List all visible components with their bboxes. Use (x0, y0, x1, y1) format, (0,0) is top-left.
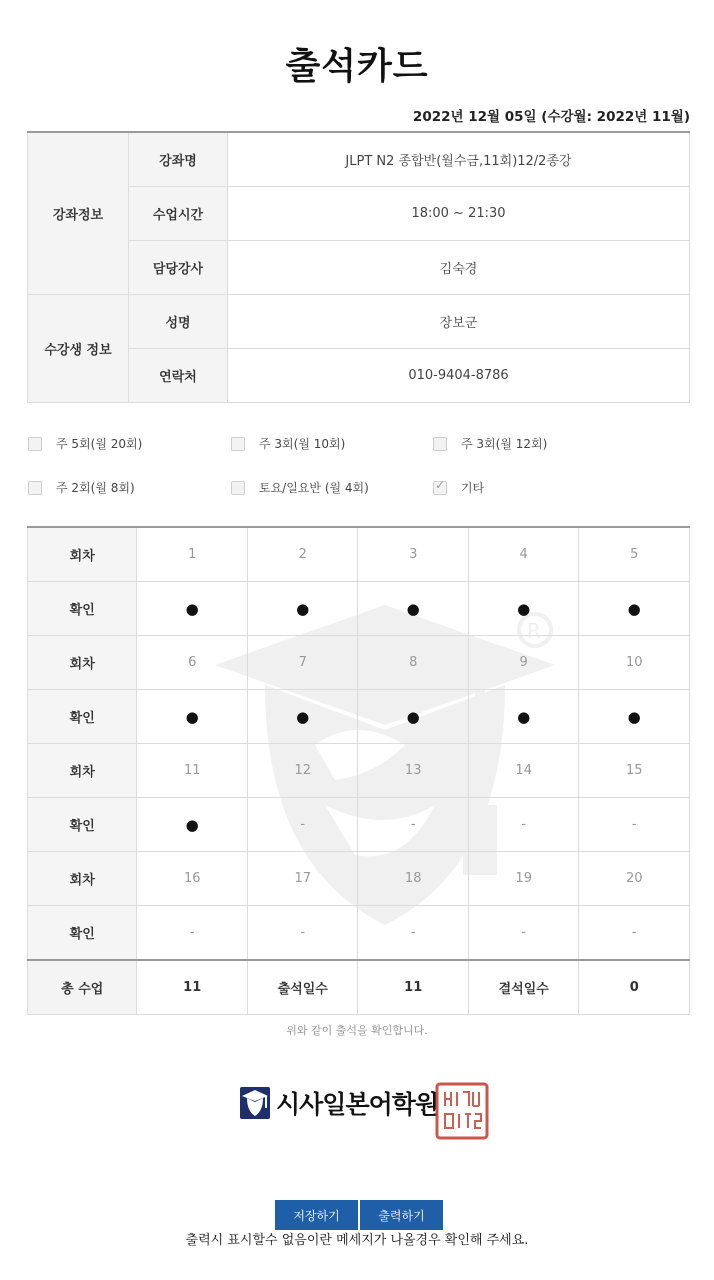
checkbox[interactable] (231, 481, 245, 495)
option-label: 기타 (461, 481, 485, 495)
check-header: 확인 (28, 906, 137, 961)
session-header: 회차 (28, 636, 137, 690)
session-number: 9 (468, 636, 578, 690)
check-mark: - (247, 798, 357, 852)
totals-row (28, 960, 690, 1015)
session-row (28, 744, 690, 798)
option-5x-week[interactable] (28, 435, 142, 452)
total-classes-label: 총 수업 (28, 960, 137, 1015)
instructor-value: 김숙경 (228, 241, 690, 295)
check-header: 확인 (28, 690, 137, 744)
course-name-value: JLPT N2 종합반(월수금,11회)12/2종강 (228, 132, 690, 187)
check-mark: - (579, 906, 690, 961)
check-mark: - (247, 906, 357, 961)
check-row (28, 798, 690, 852)
option-label: 주 2회(월 8회) (56, 481, 135, 495)
session-number: 16 (137, 852, 248, 906)
session-row (28, 852, 690, 906)
absent-days-value: 0 (579, 960, 690, 1015)
session-header: 회차 (28, 527, 137, 582)
session-number: 13 (358, 744, 469, 798)
check-row (28, 582, 690, 636)
session-number: 6 (137, 636, 248, 690)
check-mark: ● (137, 798, 248, 852)
contact-value: 010-9404-8786 (228, 349, 690, 403)
check-row (28, 690, 690, 744)
check-mark: ● (579, 690, 690, 744)
session-number: 19 (468, 852, 578, 906)
session-number: 11 (137, 744, 248, 798)
page-title: 출석카드 (285, 46, 429, 87)
academy-name: 시사일본어학원 (276, 1090, 439, 1119)
session-number: 18 (358, 852, 469, 906)
student-name-label: 성명 (129, 295, 228, 349)
option-2x-week[interactable] (28, 479, 135, 496)
option-3x-week-10[interactable] (231, 435, 345, 452)
check-mark: ● (468, 582, 578, 636)
session-number: 14 (468, 744, 578, 798)
total-classes-value: 11 (137, 960, 248, 1015)
session-header: 회차 (28, 744, 137, 798)
option-label: 토요/일요반 (월 4회) (259, 481, 369, 495)
absent-days-label: 결석일수 (468, 960, 578, 1015)
checkbox[interactable] (231, 437, 245, 451)
attendance-table (27, 526, 690, 1015)
instructor-label: 담당강사 (129, 241, 228, 295)
check-mark: - (137, 906, 248, 961)
session-number: 2 (247, 527, 357, 582)
check-mark: ● (137, 582, 248, 636)
check-mark: - (468, 798, 578, 852)
session-row (28, 527, 690, 582)
check-mark: ● (247, 690, 357, 744)
check-mark: ● (468, 690, 578, 744)
session-number: 7 (247, 636, 357, 690)
print-button[interactable]: 출력하기 (360, 1200, 443, 1230)
session-header: 회차 (28, 852, 137, 906)
session-number: 20 (579, 852, 690, 906)
option-other[interactable] (433, 479, 484, 496)
course-section-label: 강좌정보 (28, 132, 129, 295)
present-days-value: 11 (358, 960, 469, 1015)
checkbox[interactable] (28, 437, 42, 451)
checkbox[interactable] (433, 437, 447, 451)
course-name-label: 강좌명 (129, 132, 228, 187)
student-name-value: 장보군 (228, 295, 690, 349)
session-number: 10 (579, 636, 690, 690)
check-mark: ● (137, 690, 248, 744)
session-row (28, 636, 690, 690)
option-label: 주 5회(월 20회) (56, 437, 143, 451)
session-number: 8 (358, 636, 469, 690)
present-days-label: 출석일수 (247, 960, 357, 1015)
check-mark: ● (247, 582, 357, 636)
checkbox[interactable] (28, 481, 42, 495)
check-mark: ● (358, 582, 469, 636)
date-line: 2022년 12월 05일 (수강월: 2022년 11월) (412, 109, 690, 125)
check-header: 확인 (28, 798, 137, 852)
check-mark: - (358, 798, 469, 852)
course-info-table (27, 131, 690, 403)
option-label: 주 3회(월 12회) (461, 437, 548, 451)
session-number: 17 (247, 852, 357, 906)
session-number: 12 (247, 744, 357, 798)
check-mark: - (579, 798, 690, 852)
class-time-label: 수업시간 (129, 187, 228, 241)
session-number: 4 (468, 527, 578, 582)
option-label: 주 3회(월 10회) (259, 437, 346, 451)
session-number: 1 (137, 527, 248, 582)
official-seal-icon (435, 1082, 489, 1140)
session-number: 5 (579, 527, 690, 582)
check-row (28, 906, 690, 961)
option-weekend[interactable] (231, 479, 369, 496)
checkbox-checked[interactable] (433, 481, 447, 495)
class-time-value: 18:00 ~ 21:30 (228, 187, 690, 241)
check-header: 확인 (28, 582, 137, 636)
print-warning: 출력시 표시할수 없음이란 메세지가 나올경우 확인해 주세요. (185, 1233, 529, 1248)
session-number: 15 (579, 744, 690, 798)
check-mark: ● (579, 582, 690, 636)
option-3x-week-12[interactable] (433, 435, 547, 452)
student-section-label: 수강생 정보 (28, 295, 129, 403)
contact-label: 연락처 (129, 349, 228, 403)
save-button[interactable]: 저장하기 (275, 1200, 358, 1230)
confirm-note: 위와 같이 출석을 확인합니다. (286, 1024, 428, 1037)
check-mark: - (468, 906, 578, 961)
academy-logo (240, 1085, 438, 1121)
check-mark: - (358, 906, 469, 961)
mascot-icon (240, 1087, 270, 1119)
check-mark: ● (358, 690, 469, 744)
session-number: 3 (358, 527, 469, 582)
